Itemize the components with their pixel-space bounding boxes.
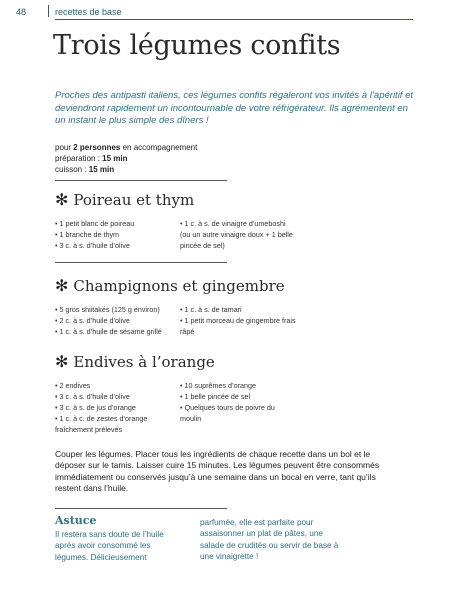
page-title: Trois légumes confits: [53, 30, 341, 61]
ingredient-item: • 3 c. à s. d’huile d’olive: [55, 241, 130, 250]
ingredient-item: • 10 suprêmes d’orange: [180, 381, 257, 390]
ingredient-item: • 1 belle pincée de sel: [180, 392, 251, 401]
page-header: [0, 0, 450, 22]
header-divider: [48, 5, 49, 17]
ingredients-poireau-left: [55, 218, 134, 251]
serving-info: [55, 142, 197, 175]
ingredients-endives-left: [55, 380, 147, 435]
asterisk-icon: ✻: [55, 276, 69, 295]
ingredient-item: • 3 c. à s. de jus d’orange: [55, 403, 136, 412]
ingredient-item: • 1 c. à s. d’huile de sésame grillé: [55, 327, 162, 336]
ingredient-item: • 2 c. à s. d’huile d’olive: [55, 316, 130, 325]
tip-text-left: Il restera sans doute de l’huile après avoir consommé les légumes. Délicieusement: [55, 530, 164, 562]
header-underline: [55, 19, 413, 20]
ingredient-item: pincée de sel): [180, 241, 225, 250]
ingredient-item: • 1 petit blanc de poireau: [55, 219, 135, 228]
method-text: Couper les légumes. Placer tous les ingrédients de chaque recette dans un bol et le déposer sur le tamis. Laisser cuire 15 minutes. Les légumes peuvent être consommés immédiatement ou conservés jusqu’à une semaine dans un bocal en verre, tant qu’ils restent dans l’huile.: [55, 449, 380, 493]
tip-text-right: parfumée, elle est parfaite pour assaisonner un plat de pâtes, une salade de crudités ou servir de base à une vinaigrette !: [200, 518, 339, 561]
ingredient-item: • 5 gros shiitakés (125 g environ): [55, 305, 160, 314]
ingredient-item: • Quelques tours de poivre du: [180, 403, 275, 412]
intro-text: Proches des antipasti italiens, ces légumes confits régaleront vos invités à l’apéritif et deviendront rapidement un incontournable de votre réfrigérateur. Ils agrémentent en un instant le plus simple des dîners !: [55, 90, 414, 126]
ingredients-champignons-right: [180, 304, 296, 337]
section-divider: [55, 262, 227, 263]
ingredient-item: moulin: [180, 414, 202, 423]
prep-time: préparation : 15 min: [55, 154, 128, 163]
section-divider: [55, 180, 227, 181]
recipe-title-endives: ✻ Endives à l’orange: [55, 352, 215, 371]
ingredients-poireau-right: [180, 218, 293, 251]
ingredient-item: râpé: [180, 327, 195, 336]
ingredients-champignons-left: [55, 304, 162, 337]
section-name: recettes de base: [55, 7, 122, 17]
ingredient-item: • 1 petit morceau de gingembre frais: [180, 316, 296, 325]
serving-line: pour 2 personnes en accompagnement: [55, 143, 198, 152]
serving-people: 2 personnes: [73, 143, 121, 152]
ingredient-item: • 2 endives: [55, 381, 91, 390]
cook-time: cuisson : 15 min: [55, 165, 115, 174]
tip-label: Astuce: [55, 514, 97, 527]
ingredient-item: (ou un autre vinaigre doux + 1 belle: [180, 230, 293, 239]
asterisk-icon: ✻: [55, 352, 69, 371]
ingredient-item: fraîchement prélevés: [55, 425, 123, 434]
ingredient-item: • 1 c. à c. de zestes d’orange: [55, 414, 148, 423]
recipe-title-champignons: ✻ Champignons et gingembre: [55, 276, 285, 295]
ingredients-endives-right: [180, 380, 275, 424]
recipe-title-poireau: ✻ Poireau et thym: [55, 190, 195, 209]
asterisk-icon: ✻: [55, 190, 69, 209]
page-number: 48: [16, 7, 27, 17]
ingredient-item: • 1 branche de thym: [55, 230, 120, 239]
ingredient-item: • 1 c. à s. de vinaigre d’umeboshi: [180, 219, 286, 228]
section-divider: [55, 508, 227, 509]
ingredient-item: • 3 c. à s. d’huile d’olive: [55, 392, 130, 401]
ingredient-item: • 1 c. à s. de tamari: [180, 305, 242, 314]
